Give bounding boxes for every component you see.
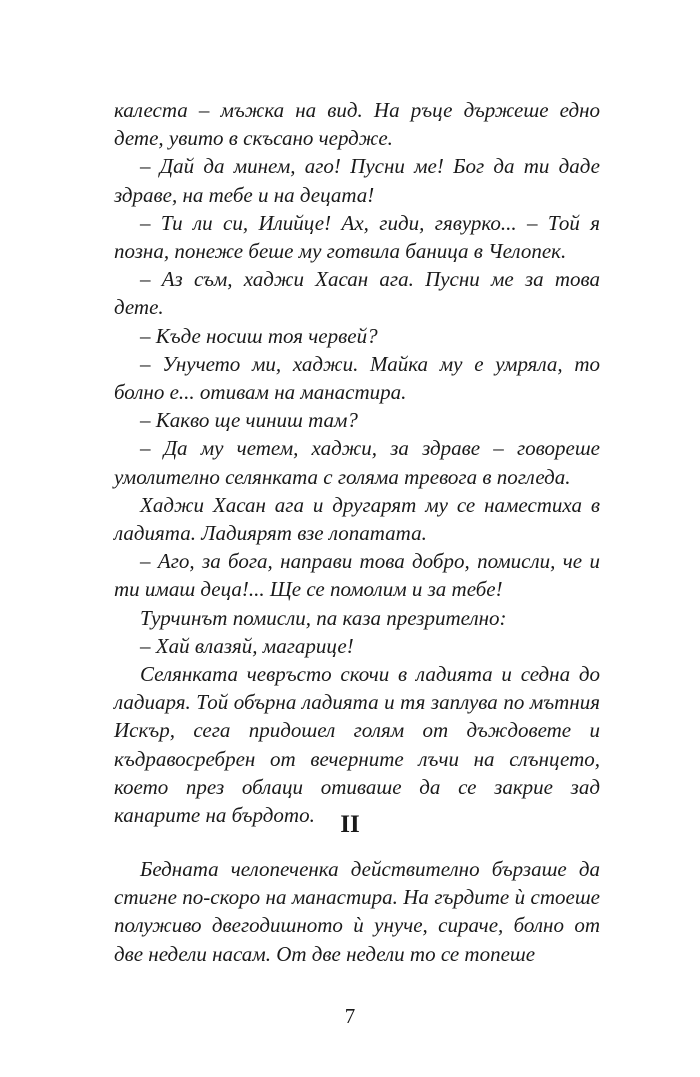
paragraph: – Къде носиш тоя червей? bbox=[140, 323, 378, 348]
paragraph: Бедната челопеченка действително бързаше да стигне по-скоро на манастира. На гърдите ѝ стоеше полуживо двегодишното ѝ унуче, сираче, болно от две недели насам. От две недели то се топеше bbox=[114, 857, 600, 966]
body-text-bottom bbox=[114, 855, 600, 968]
paragraph: Хаджи Хасан ага и другарят му се наместиха в ладията. Ладиярят взе лопатата. bbox=[114, 492, 600, 546]
chapter-heading: II bbox=[340, 811, 360, 838]
paragraph: – Ти ли си, Илийце! Ах, гиди, гявурко... – Той я позна, понеже беше му готвила баница в Челопек. bbox=[114, 210, 600, 264]
paragraph: – Дай да минем, аго! Пусни ме! Бог да ти даде здраве, на тебе и на децата! bbox=[114, 154, 600, 207]
paragraph: Турчинът помисли, па каза презрително: bbox=[140, 605, 507, 630]
paragraph: Селянката чевръсто скочи в ладията и седна до ладиаря. Той обърна ладията и тя заплува по мътния Искър, сега придошел голям от дъждовете и къдравосребрен от вечерните лъчи на слънцето, което през облаци отиваше да се закрие зад канарите на бърдото. bbox=[114, 662, 600, 828]
paragraph: – Какво ще чиниш там? bbox=[140, 408, 358, 433]
body-text-top bbox=[114, 96, 600, 829]
paragraph: – Унучето ми, хаджи. Майка му е умряла, то болно е... отивам на манастира. bbox=[114, 351, 600, 405]
paragraph: – Да му четем, хаджи, за здраве – говореше умолително селянката с голяма тревога в погледа. bbox=[114, 436, 600, 489]
page-number: 7 bbox=[344, 1004, 356, 1028]
paragraph: – Хай влазяй, магарице! bbox=[140, 633, 354, 658]
paragraph: – Аз съм, хаджи Хасан ага. Пусни ме за това дете. bbox=[114, 267, 600, 320]
paragraph: калеста – мъжка на вид. На ръце държеше едно дете, увито в скъсано черджe. bbox=[114, 98, 600, 151]
paragraph: – Аго, за бога, направи това добро, помисли, че и ти имаш деца!... Ще се помолим и за тебе! bbox=[114, 549, 600, 602]
